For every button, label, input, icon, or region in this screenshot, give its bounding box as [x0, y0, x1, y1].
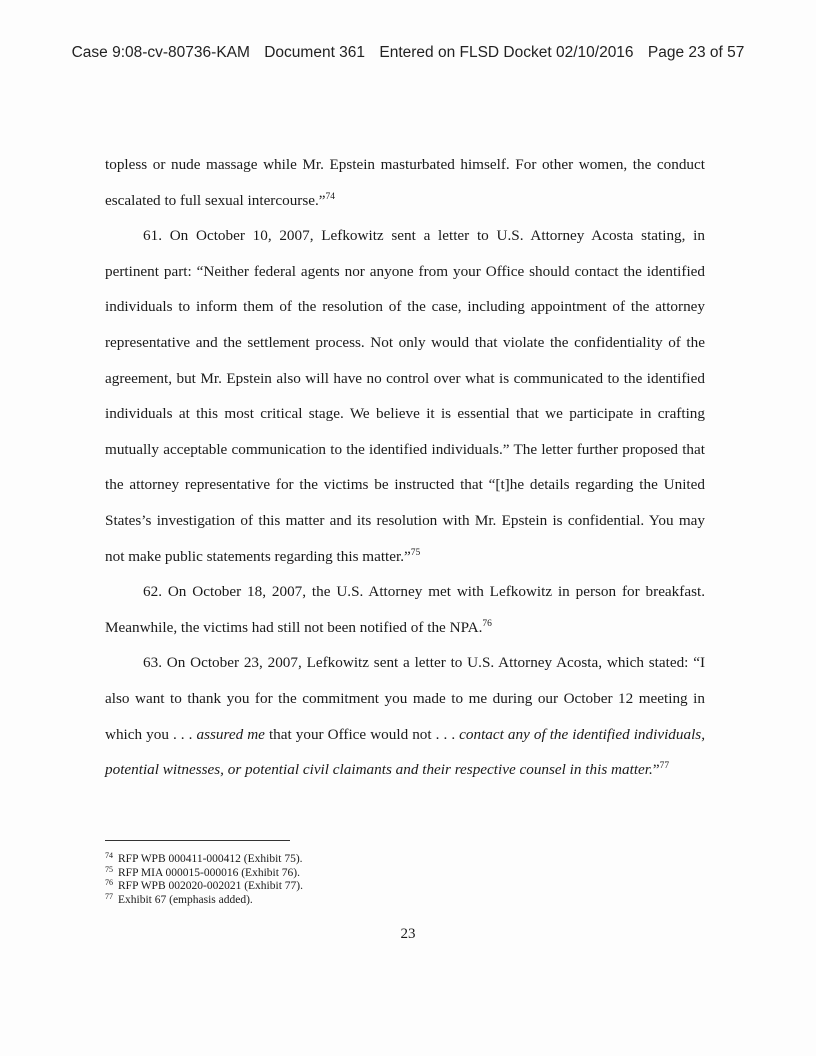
header-entered-date: Entered on FLSD Docket 02/10/2016	[379, 44, 634, 61]
paragraph-62	[105, 574, 705, 645]
footnote-74	[105, 853, 705, 867]
paragraph-61	[105, 218, 705, 574]
paragraph-text: 61. On October 10, 2007, Lefkowitz sent a letter to U.S. Attorney Acosta stating, in pertinent part: “Neither federal agents nor anyone from your Office should contact the identified individuals to inform them of the resolution of the case, including appointment of the attorney representative and the settlement process. Not only would that violate the confidentiality of the agreement, but Mr. Epstein also will have no control over what is communicated to the identified individuals at this most critical stage. We believe it is essential that we participate in crafting mutually acceptable communication to the identified individuals.” The letter further proposed that the attorney representative for the victims be instructed that “[t]he details regarding the United States’s investigation of this matter and its resolution with Mr. Epstein is confidential. You may not make public statements regarding this matter.”	[105, 227, 705, 565]
footnote-text: RFP WPB 002020-002021 (Exhibit 77).	[118, 880, 303, 893]
body-text	[105, 147, 705, 788]
paragraph-text: ”	[652, 761, 660, 779]
footnote-ref: 75	[410, 547, 421, 558]
page-number: 23	[400, 926, 416, 942]
footnote-divider	[105, 840, 290, 841]
paragraph-text: 63. On October 23, 2007, Lefkowitz sent a letter to U.S. Attorney Acosta, which stated: “I also want to thank you for the commitment you made to me during our October 12 meeting in which you . . .	[105, 654, 705, 743]
footnote-text: Exhibit 67 (emphasis added).	[118, 893, 253, 906]
footnote-number: 77	[105, 891, 113, 901]
paragraph-text: 62. On October 18, 2007, the U.S. Attorney met with Lefkowitz in person for breakfast. Meanwhile, the victims had still not been notified of the NPA.	[105, 583, 705, 636]
footnote-number: 76	[105, 878, 113, 888]
paragraph-text: that your Office would not . . .	[264, 725, 460, 743]
footnote-text: RFP WPB 000411-000412 (Exhibit 75).	[118, 853, 303, 865]
footnote-text: RFP MIA 000015-000016 (Exhibit 76).	[118, 866, 300, 879]
header-document-number: Document 361	[264, 44, 366, 61]
footnote-number: 75	[105, 864, 113, 874]
paragraph-text: topless or nude massage while Mr. Epstein masturbated himself. For other women, the conduct escalated to full sexual intercourse.”	[105, 156, 705, 209]
footnote-76	[105, 880, 705, 894]
footnote-ref: 77	[659, 761, 670, 772]
footnote-ref: 76	[482, 618, 492, 629]
footnote-number: 74	[105, 851, 113, 860]
header-page-count: Page 23 of 57	[647, 44, 745, 61]
emphasis-text: assured me	[196, 725, 265, 743]
footnote-ref: 74	[325, 191, 336, 202]
footnotes	[105, 853, 705, 907]
footnote-75	[105, 864, 705, 881]
emphasis-text: contact any of the identified individuals, potential witnesses, or potential civil claimants and their respective counsel in this matter.	[105, 725, 705, 779]
paragraph-63	[105, 645, 705, 787]
docket-header	[0, 44, 816, 62]
header-case-number: Case 9:08-cv-80736-KAM	[71, 44, 250, 61]
footnote-77	[105, 891, 705, 908]
paragraph-continued	[105, 147, 705, 218]
